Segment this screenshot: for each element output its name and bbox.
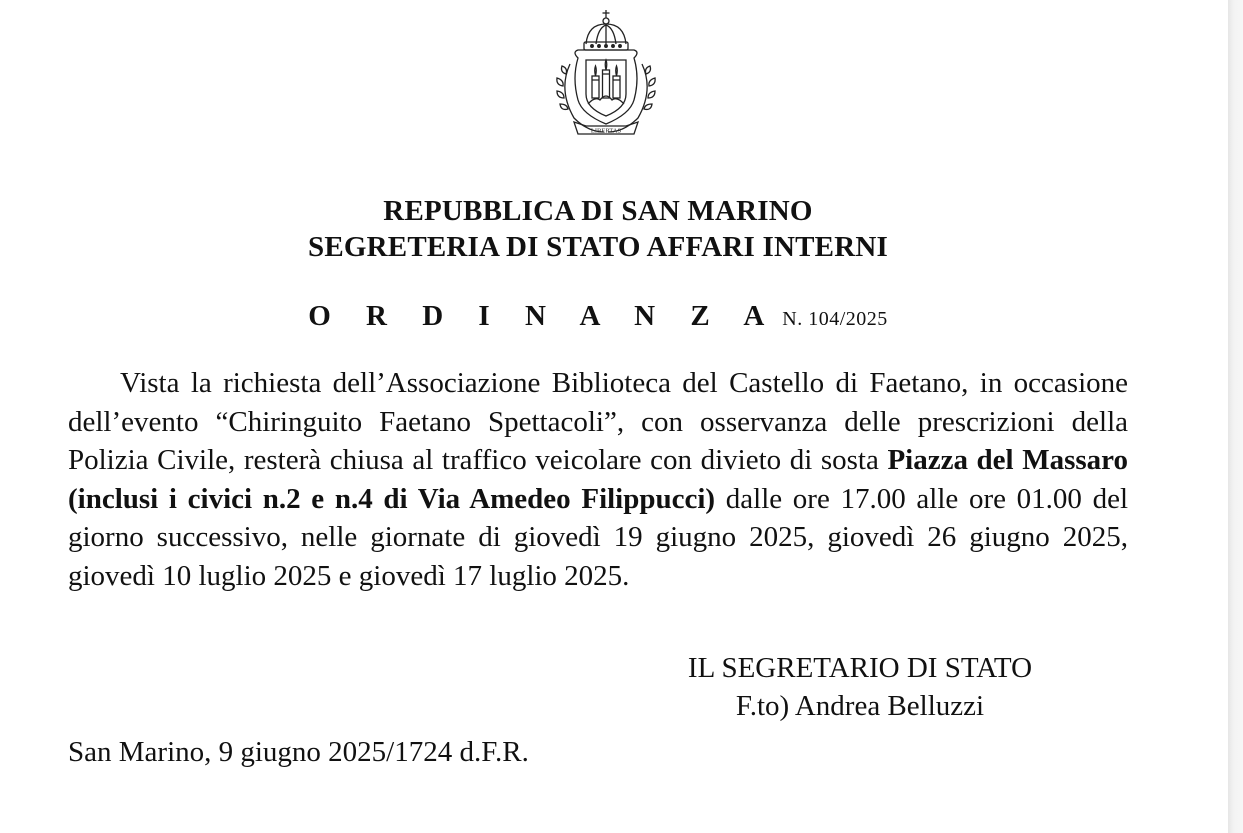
svg-text:LIBERTAS: LIBERTAS [590, 127, 622, 135]
signature-name: F.to) Andrea Belluzzi [735, 690, 985, 722]
signature-role: IL SEGRETARIO DI STATO [687, 652, 1033, 684]
san-marino-coat-of-arms-icon [548, 8, 664, 140]
page-edge-shadow [1228, 0, 1243, 833]
header-republic: REPUBBLICA DI SAN MARINO [383, 195, 813, 227]
ordinance-body [68, 364, 1128, 595]
body-text-bold: Piazza del Massaro (inclusi i civici n.2 e n.4 di Via Amedeo Filippucci) [68, 444, 1128, 515]
header-secretariat: SEGRETERIA DI STATO AFFARI INTERNI [308, 231, 888, 263]
body-text-part1: Vista la richiesta dell’Associazione Biblioteca del Castello di Faetano, in occasione dell’evento “Chiringuito Faetano Spettacoli”, con osservanza delle prescrizioni della Polizia Civile, resterà chiusa al traffico veicolare con divieto di sosta [68, 367, 1128, 476]
date-line: San Marino, 9 giugno 2025/1724 d.F.R. [68, 736, 529, 768]
body-text-part2: dalle ore 17.00 alle ore 01.00 del giorno successivo, nelle giornate di giovedì 19 giugno 2025, giovedì 26 giugno 2025, giovedì 10 luglio 2025 e giovedì 17 luglio 2025. [68, 482, 1129, 592]
ordinance-number: N. 104/2025 [782, 308, 888, 330]
ordinance-line [0, 300, 1196, 333]
ordinance-title: O R D I N A N Z A [308, 300, 779, 332]
